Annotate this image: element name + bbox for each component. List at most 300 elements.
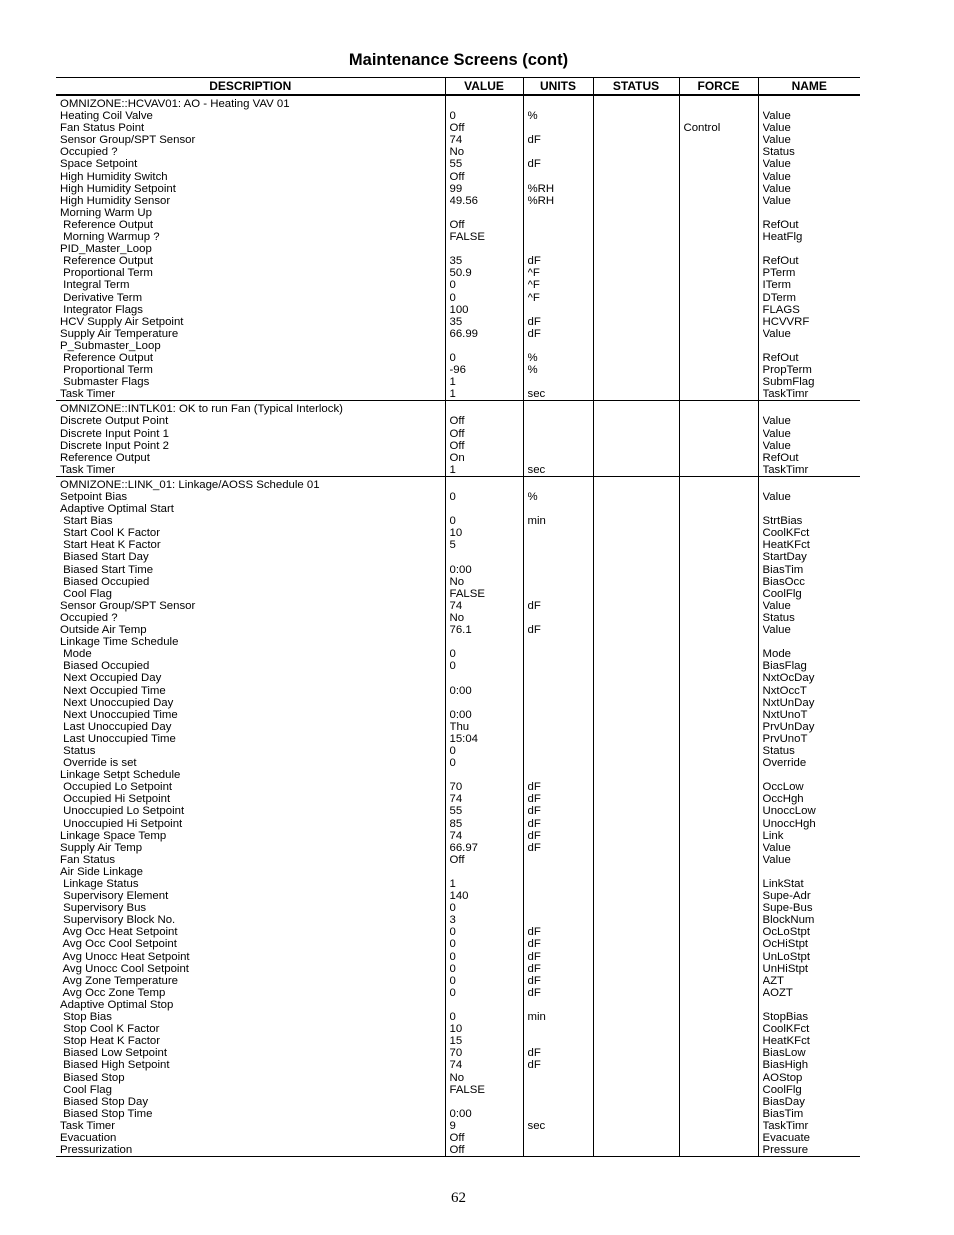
name-text: ITerm bbox=[762, 279, 791, 292]
units-text: dF bbox=[527, 327, 541, 340]
name-text: Value bbox=[762, 427, 791, 440]
status-text bbox=[598, 134, 679, 146]
value-text: 74 bbox=[449, 599, 463, 612]
section-force-cell bbox=[679, 401, 758, 477]
description-text: Linkage Status bbox=[60, 878, 139, 890]
status-text bbox=[598, 316, 679, 328]
force-text bbox=[684, 1035, 758, 1047]
units-text bbox=[528, 1108, 593, 1120]
description-text: Proportional Term bbox=[60, 364, 153, 377]
value-text: 0 bbox=[449, 351, 456, 364]
force-text bbox=[684, 878, 758, 890]
description-text: OMNIZONE::HCVAV01: AO - Heating VAV 01 bbox=[60, 98, 290, 110]
description-text: Linkage Space Temp bbox=[60, 829, 167, 842]
units-text bbox=[528, 757, 593, 769]
units-text bbox=[528, 304, 593, 316]
name-text: Status bbox=[762, 744, 795, 757]
units-text bbox=[528, 745, 593, 757]
description-text: Biased Stop Day bbox=[60, 1095, 149, 1108]
status-text bbox=[598, 745, 679, 757]
force-text bbox=[684, 364, 758, 376]
description-text: Reference Output bbox=[60, 351, 154, 364]
description-text: OMNIZONE::LINK_01: Linkage/AOSS Schedule 01 bbox=[60, 478, 320, 491]
value-text: 0:00 bbox=[449, 708, 472, 721]
units-text: dF bbox=[527, 817, 541, 830]
name-text: BiasOcc bbox=[762, 575, 805, 588]
description-text: High Humidity Switch bbox=[60, 170, 168, 183]
value-text bbox=[450, 672, 523, 684]
units-text bbox=[528, 551, 593, 563]
name-text bbox=[763, 636, 861, 648]
section-value-cell bbox=[445, 476, 523, 1156]
force-text bbox=[684, 866, 758, 878]
description-text: Space Setpoint bbox=[60, 158, 138, 171]
section-units-cell bbox=[523, 401, 593, 477]
units-text bbox=[528, 527, 593, 539]
status-text bbox=[598, 721, 679, 733]
value-text: No bbox=[449, 611, 465, 624]
status-text bbox=[598, 866, 679, 878]
name-text: TaskTimr bbox=[762, 388, 809, 401]
status-text bbox=[598, 636, 679, 648]
force-text bbox=[684, 527, 758, 539]
name-text: UnLoStpt bbox=[762, 950, 810, 963]
value-text: 66.97 bbox=[449, 841, 479, 854]
units-text bbox=[528, 1035, 593, 1047]
force-text bbox=[684, 1096, 758, 1108]
name-text: OcHiStpt bbox=[762, 938, 809, 951]
section-description-cell bbox=[56, 476, 445, 1156]
description-text: Stop Heat K Factor bbox=[60, 1035, 161, 1048]
units-text: dF bbox=[527, 315, 541, 328]
value-text: 49.56 bbox=[449, 194, 479, 207]
force-text bbox=[684, 255, 758, 267]
force-text bbox=[684, 1132, 758, 1144]
description-text: Biased Start Day bbox=[60, 551, 149, 564]
value-text: 76.1 bbox=[449, 624, 472, 637]
value-text bbox=[450, 207, 523, 219]
status-text bbox=[598, 440, 679, 452]
name-text: BiasHigh bbox=[762, 1059, 809, 1072]
value-text: 74 bbox=[449, 134, 463, 147]
description-text: Avg Occ Zone Temp bbox=[60, 986, 166, 999]
name-text: RefOut bbox=[762, 351, 799, 364]
force-text bbox=[684, 515, 758, 527]
status-text bbox=[598, 781, 679, 793]
value-text: 9 bbox=[449, 1119, 456, 1132]
value-text: 0 bbox=[449, 291, 456, 304]
value-text: 1 bbox=[449, 878, 456, 890]
description-text: Reference Output bbox=[60, 451, 150, 464]
value-text: 0 bbox=[449, 660, 456, 673]
value-text: 0 bbox=[449, 110, 456, 123]
force-text bbox=[684, 793, 758, 805]
description-text: Biased Stop Time bbox=[60, 1107, 153, 1120]
status-text bbox=[598, 158, 679, 170]
value-text: 0 bbox=[449, 962, 456, 975]
name-text: BiasLow bbox=[762, 1047, 806, 1060]
name-text: HeatKFct bbox=[762, 1035, 810, 1048]
units-text bbox=[528, 564, 593, 576]
units-text: min bbox=[527, 515, 546, 528]
value-text: No bbox=[449, 146, 465, 159]
name-text: StopBias bbox=[762, 1011, 809, 1024]
description-text: Avg Unocc Cool Setpoint bbox=[60, 962, 189, 975]
units-text: %RH bbox=[527, 194, 555, 207]
name-text: CoolKFct bbox=[762, 1023, 810, 1036]
force-text bbox=[684, 316, 758, 328]
units-text bbox=[528, 1132, 593, 1144]
force-text bbox=[684, 1047, 758, 1059]
force-text bbox=[684, 376, 758, 388]
units-text bbox=[528, 588, 593, 600]
value-text: Off bbox=[449, 439, 465, 452]
name-text bbox=[763, 403, 861, 415]
force-text bbox=[684, 207, 758, 219]
value-text: Off bbox=[449, 415, 465, 428]
page-title: Maintenance Screens (cont) bbox=[348, 51, 569, 69]
description-text: Morning Warmup ? bbox=[60, 231, 160, 244]
status-text bbox=[598, 243, 679, 255]
force-text bbox=[684, 304, 758, 316]
value-text: FALSE bbox=[449, 231, 485, 244]
description-text: High Humidity Sensor bbox=[60, 194, 171, 207]
value-text: 100 bbox=[449, 303, 469, 316]
units-text bbox=[528, 171, 593, 183]
value-text: 74 bbox=[449, 793, 463, 806]
name-text: Supe-Adr bbox=[762, 890, 811, 903]
status-text bbox=[598, 769, 679, 781]
name-text: Value bbox=[762, 194, 791, 207]
description-text: Avg Zone Temperature bbox=[60, 974, 178, 987]
force-text bbox=[684, 195, 758, 207]
description-text: Next Occupied Time bbox=[60, 684, 166, 697]
status-text bbox=[598, 757, 679, 769]
units-text: dF bbox=[527, 134, 541, 147]
units-text: ^F bbox=[527, 267, 540, 280]
value-text: 15:04 bbox=[449, 732, 479, 745]
name-text: HeatFlg bbox=[762, 231, 803, 244]
value-text: Thu bbox=[449, 720, 470, 733]
name-text: BiasDay bbox=[762, 1095, 805, 1108]
value-text bbox=[450, 697, 523, 709]
status-text bbox=[598, 415, 679, 427]
force-text bbox=[684, 428, 758, 440]
name-text: Value bbox=[762, 327, 791, 340]
units-text bbox=[528, 866, 593, 878]
force-text bbox=[684, 1144, 758, 1156]
status-text bbox=[598, 793, 679, 805]
description-text: Supervisory Bus bbox=[60, 902, 147, 915]
status-text bbox=[598, 1120, 679, 1132]
status-text bbox=[598, 1035, 679, 1047]
description-text: Last Unoccupied Time bbox=[60, 732, 176, 745]
section-units-cell bbox=[523, 476, 593, 1156]
force-text bbox=[684, 292, 758, 304]
column-header-status: STATUS bbox=[593, 78, 679, 96]
name-text: CoolFlg bbox=[762, 1083, 802, 1096]
description-text: Submaster Flags bbox=[60, 376, 150, 389]
status-text bbox=[598, 1047, 679, 1059]
description-text: Next Unoccupied Time bbox=[60, 708, 178, 721]
force-text bbox=[684, 926, 758, 938]
force-text bbox=[684, 183, 758, 195]
description-text: Unoccupied Lo Setpoint bbox=[60, 805, 185, 818]
value-text: No bbox=[449, 1071, 465, 1084]
value-text: 0 bbox=[449, 950, 456, 963]
force-text bbox=[684, 134, 758, 146]
name-text: BiasTim bbox=[762, 1107, 804, 1120]
status-text bbox=[598, 951, 679, 963]
name-text: StartDay bbox=[762, 551, 807, 564]
force-text bbox=[684, 600, 758, 612]
status-text bbox=[598, 660, 679, 672]
name-text: NxtUnDay bbox=[762, 696, 815, 709]
units-text bbox=[528, 231, 593, 243]
force-text bbox=[684, 576, 758, 588]
force-text bbox=[684, 999, 758, 1011]
force-text bbox=[684, 328, 758, 340]
status-text bbox=[598, 987, 679, 999]
units-text: % bbox=[527, 351, 538, 364]
description-text: Avg Unocc Heat Setpoint bbox=[60, 950, 190, 963]
name-text: Link bbox=[762, 829, 784, 842]
force-text bbox=[684, 938, 758, 950]
force-text bbox=[684, 415, 758, 427]
value-text: 99 bbox=[449, 182, 463, 195]
force-text bbox=[684, 721, 758, 733]
force-text bbox=[684, 1108, 758, 1120]
status-text bbox=[598, 292, 679, 304]
name-text: RefOut bbox=[762, 451, 799, 464]
units-text bbox=[528, 576, 593, 588]
description-text: Fan Status Point bbox=[60, 122, 145, 135]
force-text bbox=[684, 818, 758, 830]
force-text bbox=[684, 243, 758, 255]
description-text: Linkage Setpt Schedule bbox=[60, 769, 181, 782]
units-text bbox=[528, 503, 593, 515]
units-text bbox=[528, 207, 593, 219]
name-text: NxtOccT bbox=[762, 684, 807, 697]
value-text: 0 bbox=[449, 757, 456, 770]
section-status-cell bbox=[593, 476, 679, 1156]
status-text bbox=[598, 926, 679, 938]
force-text bbox=[684, 975, 758, 987]
description-text: Fan Status bbox=[60, 853, 116, 866]
column-header-name: NAME bbox=[758, 78, 860, 96]
value-text: 1 bbox=[449, 388, 456, 401]
name-text: OccHgh bbox=[762, 793, 804, 806]
units-text: dF bbox=[527, 781, 541, 794]
value-text: Off bbox=[449, 122, 465, 135]
value-text bbox=[450, 551, 523, 563]
value-text: 55 bbox=[449, 158, 463, 171]
status-text bbox=[598, 854, 679, 866]
units-text: % bbox=[527, 110, 538, 123]
value-text: On bbox=[449, 451, 465, 464]
description-text: Pressurization bbox=[60, 1144, 133, 1157]
force-text bbox=[684, 231, 758, 243]
name-text: LinkStat bbox=[762, 878, 804, 890]
value-text: 5 bbox=[449, 539, 456, 552]
units-text bbox=[528, 1144, 593, 1156]
value-text: 10 bbox=[449, 527, 463, 540]
description-text: Occupied Lo Setpoint bbox=[60, 781, 173, 794]
value-text: Off bbox=[449, 1131, 465, 1144]
status-text bbox=[598, 527, 679, 539]
status-text bbox=[598, 428, 679, 440]
status-text bbox=[598, 830, 679, 842]
description-text: Air Side Linkage bbox=[60, 865, 143, 878]
name-text bbox=[763, 769, 861, 781]
force-text bbox=[684, 902, 758, 914]
column-header-value: VALUE bbox=[445, 78, 523, 96]
description-text: Adaptive Optimal Stop bbox=[60, 998, 174, 1011]
status-text bbox=[598, 878, 679, 890]
name-text: Value bbox=[762, 158, 791, 171]
value-text bbox=[450, 769, 523, 781]
units-text bbox=[528, 243, 593, 255]
name-text: Override bbox=[762, 757, 807, 770]
name-text: Mode bbox=[762, 648, 791, 661]
name-text: Value bbox=[762, 624, 791, 637]
status-text bbox=[598, 612, 679, 624]
value-text bbox=[450, 98, 523, 110]
name-text: AOZT bbox=[762, 986, 793, 999]
description-text: Proportional Term bbox=[60, 267, 153, 280]
force-text bbox=[684, 733, 758, 745]
description-text: Biased Occupied bbox=[60, 660, 150, 673]
name-text: RefOut bbox=[762, 255, 799, 268]
units-text bbox=[528, 648, 593, 660]
value-text: 74 bbox=[449, 1059, 463, 1072]
force-text bbox=[684, 854, 758, 866]
units-text bbox=[528, 428, 593, 440]
name-text bbox=[763, 503, 861, 515]
name-text: UnoccHgh bbox=[762, 817, 816, 830]
description-text: Sensor Group/SPT Sensor bbox=[60, 599, 196, 612]
name-text: OccLow bbox=[762, 781, 804, 794]
force-text bbox=[684, 267, 758, 279]
status-text bbox=[598, 503, 679, 515]
value-text bbox=[450, 999, 523, 1011]
description-text: Stop Bias bbox=[60, 1011, 112, 1024]
name-text: FLAGS bbox=[762, 303, 800, 316]
status-text bbox=[598, 491, 679, 503]
units-text: dF bbox=[527, 793, 541, 806]
force-text bbox=[684, 158, 758, 170]
name-text: Value bbox=[762, 122, 791, 135]
name-text: Status bbox=[762, 611, 795, 624]
force-text bbox=[684, 697, 758, 709]
status-text bbox=[598, 902, 679, 914]
force-text bbox=[684, 987, 758, 999]
status-text bbox=[598, 805, 679, 817]
name-text: Supe-Bus bbox=[762, 902, 813, 915]
section-name-cell bbox=[758, 476, 860, 1156]
status-text bbox=[598, 539, 679, 551]
force-text bbox=[684, 672, 758, 684]
status-text bbox=[598, 171, 679, 183]
units-text: dF bbox=[527, 962, 541, 975]
description-text: Linkage Time Schedule bbox=[60, 636, 179, 649]
value-text: 140 bbox=[449, 890, 469, 903]
units-text: dF bbox=[527, 841, 541, 854]
description-text: Reference Output bbox=[60, 255, 154, 268]
value-text: 0 bbox=[449, 279, 456, 292]
description-text: Discrete Input Point 1 bbox=[60, 427, 169, 440]
value-text: 0 bbox=[449, 648, 456, 661]
units-text: dF bbox=[527, 624, 541, 637]
name-text: AOStop bbox=[762, 1071, 803, 1084]
description-text: Heating Coil Valve bbox=[60, 110, 153, 123]
name-text: SubmFlag bbox=[762, 376, 815, 389]
value-text: 70 bbox=[449, 781, 463, 794]
units-text bbox=[528, 709, 593, 721]
description-text: Avg Occ Cool Setpoint bbox=[60, 938, 177, 951]
force-text bbox=[684, 1120, 758, 1132]
status-text bbox=[598, 1011, 679, 1023]
units-text: sec bbox=[527, 1119, 546, 1132]
name-text: TaskTimr bbox=[762, 1119, 809, 1132]
units-text: dF bbox=[527, 599, 541, 612]
value-text: 0 bbox=[449, 491, 456, 503]
value-text bbox=[450, 243, 523, 255]
status-text bbox=[598, 600, 679, 612]
description-text: Derivative Term bbox=[60, 291, 143, 304]
value-text: 0 bbox=[449, 938, 456, 951]
units-text: dF bbox=[527, 938, 541, 951]
name-text: Value bbox=[762, 491, 791, 503]
force-text bbox=[684, 914, 758, 926]
units-text bbox=[528, 636, 593, 648]
units-text bbox=[528, 697, 593, 709]
status-text bbox=[598, 1108, 679, 1120]
force-text bbox=[684, 685, 758, 697]
force-text bbox=[684, 890, 758, 902]
table-section bbox=[56, 401, 860, 477]
description-text: Occupied ? bbox=[60, 146, 118, 159]
units-text: % bbox=[527, 364, 538, 377]
value-text: 0 bbox=[449, 1011, 456, 1024]
value-text: 1 bbox=[449, 376, 456, 389]
description-text: Status bbox=[60, 744, 96, 757]
status-text bbox=[598, 219, 679, 231]
value-text: Off bbox=[449, 170, 465, 183]
force-text bbox=[684, 769, 758, 781]
units-text bbox=[528, 1096, 593, 1108]
name-text: PrvUnoT bbox=[762, 732, 808, 745]
force-text bbox=[684, 757, 758, 769]
value-text bbox=[450, 866, 523, 878]
description-text: Biased Stop bbox=[60, 1071, 125, 1084]
value-text: 70 bbox=[449, 1047, 463, 1060]
name-text: Status bbox=[762, 146, 795, 159]
force-text bbox=[684, 1059, 758, 1071]
value-text: 50.9 bbox=[449, 267, 472, 280]
value-text: 35 bbox=[449, 315, 463, 328]
status-text bbox=[598, 963, 679, 975]
force-text bbox=[684, 539, 758, 551]
maintenance-table bbox=[56, 77, 860, 1157]
status-text bbox=[598, 938, 679, 950]
value-text: 85 bbox=[449, 817, 463, 830]
status-text bbox=[598, 515, 679, 527]
status-text bbox=[598, 328, 679, 340]
units-text bbox=[528, 854, 593, 866]
name-text bbox=[763, 999, 861, 1011]
status-text bbox=[598, 376, 679, 388]
